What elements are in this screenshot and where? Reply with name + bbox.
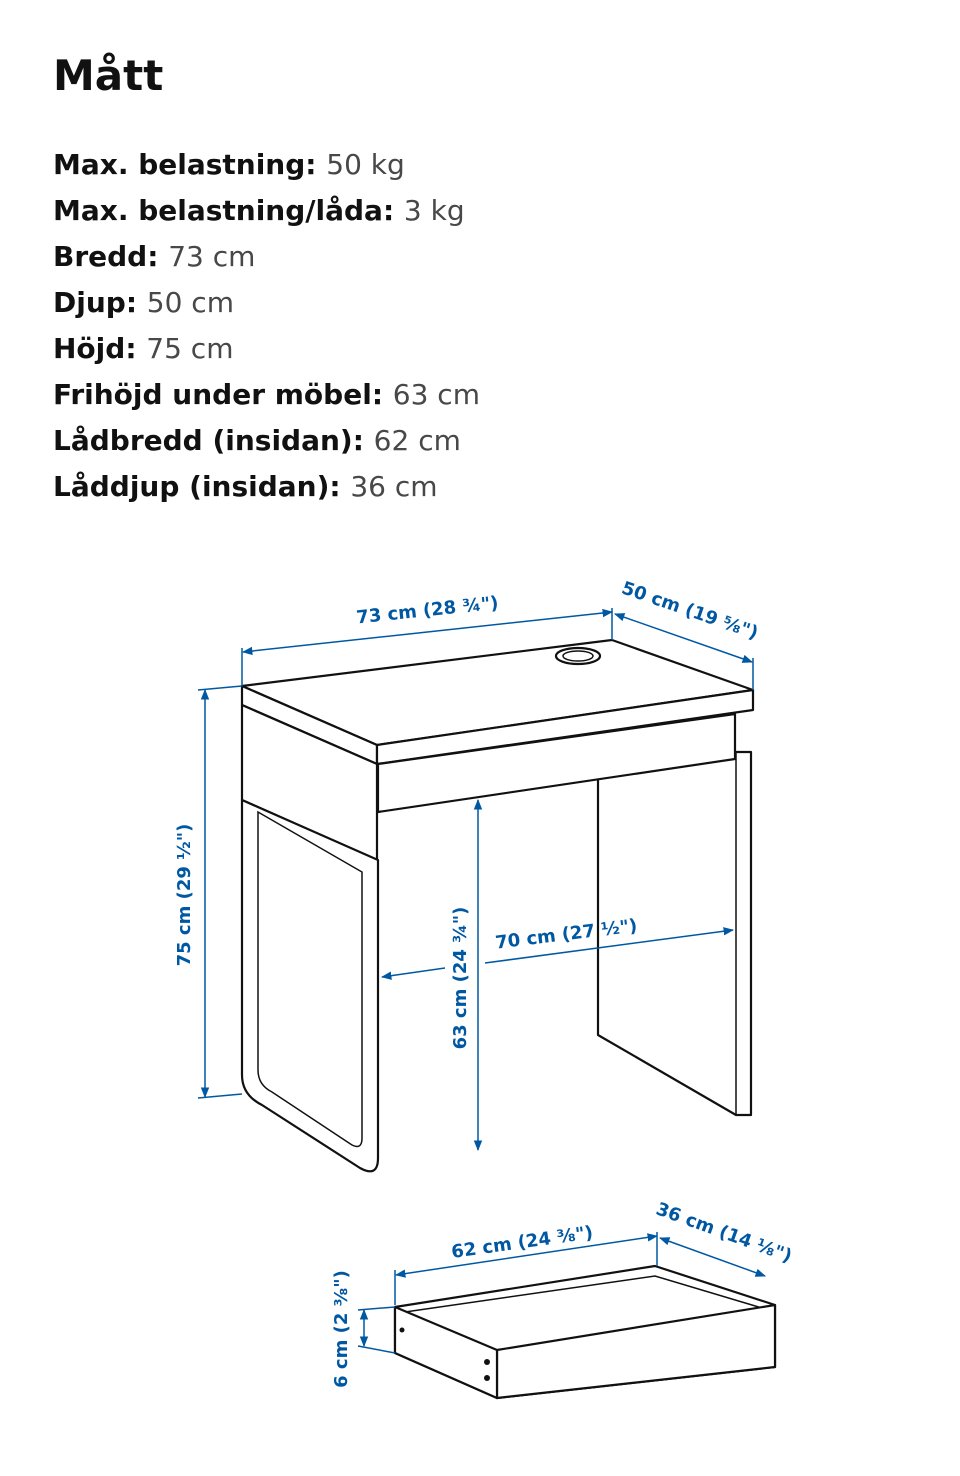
drawer-illustration xyxy=(395,1266,775,1398)
spec-value: 36 cm xyxy=(350,470,438,503)
desk-height-label: 75 cm (29 ½") xyxy=(174,823,195,967)
spec-label: Bredd xyxy=(53,240,148,273)
spec-label: Höjd xyxy=(53,332,126,365)
spec-width: Bredd: 73 cm xyxy=(53,240,256,273)
spec-label: Lådbredd (insidan) xyxy=(53,424,353,457)
desk-depth-label: 50 cm (19 ⅝") xyxy=(618,577,761,644)
desk-illustration xyxy=(242,640,753,1171)
page-title: Mått xyxy=(53,51,164,100)
desk-left-leg xyxy=(242,800,378,1171)
spec-drawer-width: Lådbredd (insidan): 62 cm xyxy=(53,424,461,457)
drawer-depth-label: 36 cm (14 ⅛") xyxy=(653,1198,795,1268)
spec-label: Max. belastning xyxy=(53,148,306,181)
drawer-width-label: 62 cm (24 ⅜") xyxy=(450,1222,595,1263)
spec-value: 50 cm xyxy=(146,286,234,319)
spec-value: 63 cm xyxy=(392,378,480,411)
spec-label: Låddjup (insidan) xyxy=(53,470,330,503)
spec-depth: Djup: 50 cm xyxy=(53,286,234,319)
spec-label: Frihöjd under möbel xyxy=(53,378,372,411)
desk-inner-width-label: 70 cm (27 ½") xyxy=(494,915,639,954)
spec-height: Höjd: 75 cm xyxy=(53,332,234,365)
desk-clearance-label: 63 cm (24 ¾") xyxy=(450,906,471,1050)
spec-label: Max. belastning/låda xyxy=(53,194,383,227)
spec-value: 73 cm xyxy=(168,240,256,273)
spec-clearance: Frihöjd under möbel: 63 cm xyxy=(53,378,480,411)
spec-value: 62 cm xyxy=(373,424,461,457)
spec-value: 75 cm xyxy=(146,332,234,365)
spec-max-load-drawer: Max. belastning/låda: 3 kg xyxy=(53,194,465,227)
desk-inner-width-line-left xyxy=(382,968,445,977)
desk-width-label: 73 cm (28 ¾") xyxy=(355,592,500,629)
spec-drawer-depth: Låddjup (insidan): 36 cm xyxy=(53,470,438,503)
drawer-height-label: 6 cm (2 ⅜") xyxy=(331,1270,352,1388)
spec-value: 50 kg xyxy=(326,148,405,181)
spec-label: Djup xyxy=(53,286,126,319)
spec-max-load: Max. belastning: 50 kg xyxy=(53,148,405,181)
spec-value: 3 kg xyxy=(403,194,465,227)
